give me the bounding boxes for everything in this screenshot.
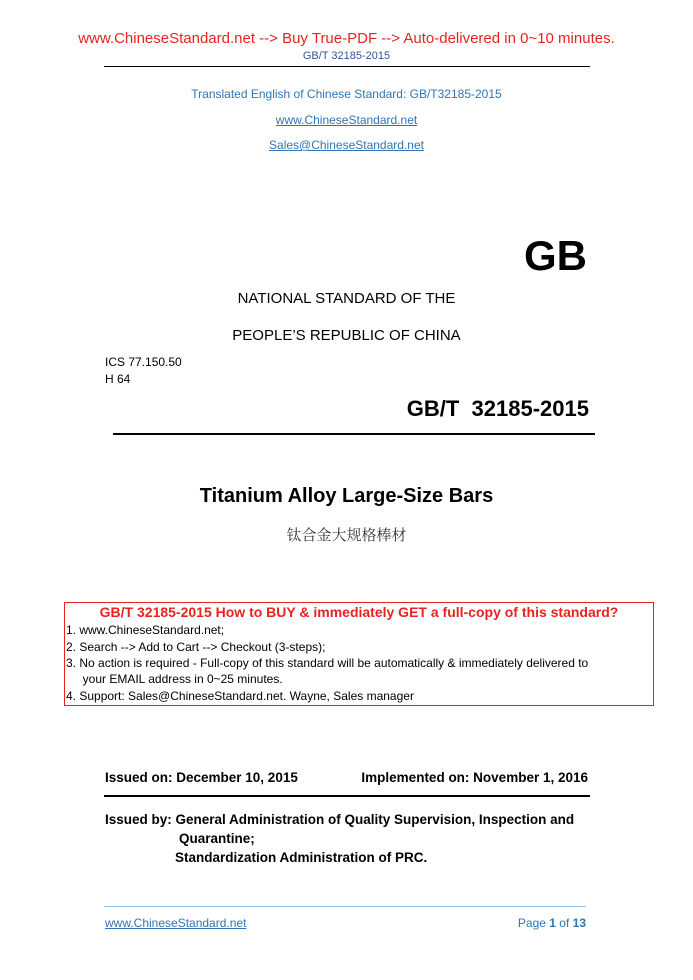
purchase-step: your EMAIL address in 0~25 minutes. (66, 672, 283, 686)
title-divider (113, 433, 595, 435)
dates-divider (104, 795, 590, 797)
issuer-line1: Issued by: General Administration of Quality Supervision, Inspection and (105, 812, 575, 827)
issuer-line2: Quarantine; (179, 831, 255, 846)
standard-number (407, 396, 589, 422)
purchase-step: 2. Search --> Add to Cart --> Checkout (3-steps); (66, 640, 326, 654)
national-standard-line2: PEOPLE’S REPUBLIC OF CHINA (232, 327, 461, 344)
sales-email-link[interactable]: Sales@ChineseStandard.net (269, 138, 424, 152)
footer-website-link[interactable]: www.ChineseStandard.net (105, 916, 247, 930)
page-current: 1 (549, 916, 556, 930)
purchase-step: 1. www.ChineseStandard.net; (66, 623, 225, 637)
page-prefix: Page (517, 916, 550, 930)
h-code: H 64 (105, 372, 131, 386)
issued-date: Issued on: December 10, 2015 (105, 770, 298, 785)
page-of: of (555, 916, 573, 930)
issuer-line3: Standardization Administration of PRC. (175, 850, 428, 865)
purchase-step: 3. No action is required - Full-copy of this standard will be automatically & immediately delivered to (66, 656, 589, 670)
translated-note: Translated English of Chinese Standard: GB/T32185-2015 (191, 87, 502, 101)
footer-divider (104, 906, 586, 907)
purchase-heading: GB/T 32185-2015 How to BUY & immediately GET a full-copy of this standard? (99, 604, 619, 620)
page-title: Titanium Alloy Large-Size Bars (199, 485, 494, 507)
national-standard-line1: NATIONAL STANDARD OF THE (237, 290, 456, 307)
purchase-step: 4. Support: Sales@ChineseStandard.net. Wayne, Sales manager (66, 689, 414, 703)
standard-number-text: GB/T 32185-2015 (406, 396, 589, 421)
ics-code: ICS 77.150.50 (105, 355, 182, 369)
gb-mark: GB (524, 232, 587, 279)
page-number (518, 916, 586, 930)
header-doc-id: GB/T 32185-2015 (302, 50, 391, 62)
page-total: 13 (572, 916, 586, 930)
top-banner: www.ChineseStandard.net --> Buy True-PDF --> Auto-delivered in 0~10 minutes. (78, 30, 615, 47)
implemented-date: Implemented on: November 1, 2016 (361, 770, 588, 785)
header-divider (104, 66, 590, 67)
chinese-title: 钛合金大规格棒材 (286, 527, 407, 544)
website-link[interactable]: www.ChineseStandard.net (275, 113, 418, 127)
